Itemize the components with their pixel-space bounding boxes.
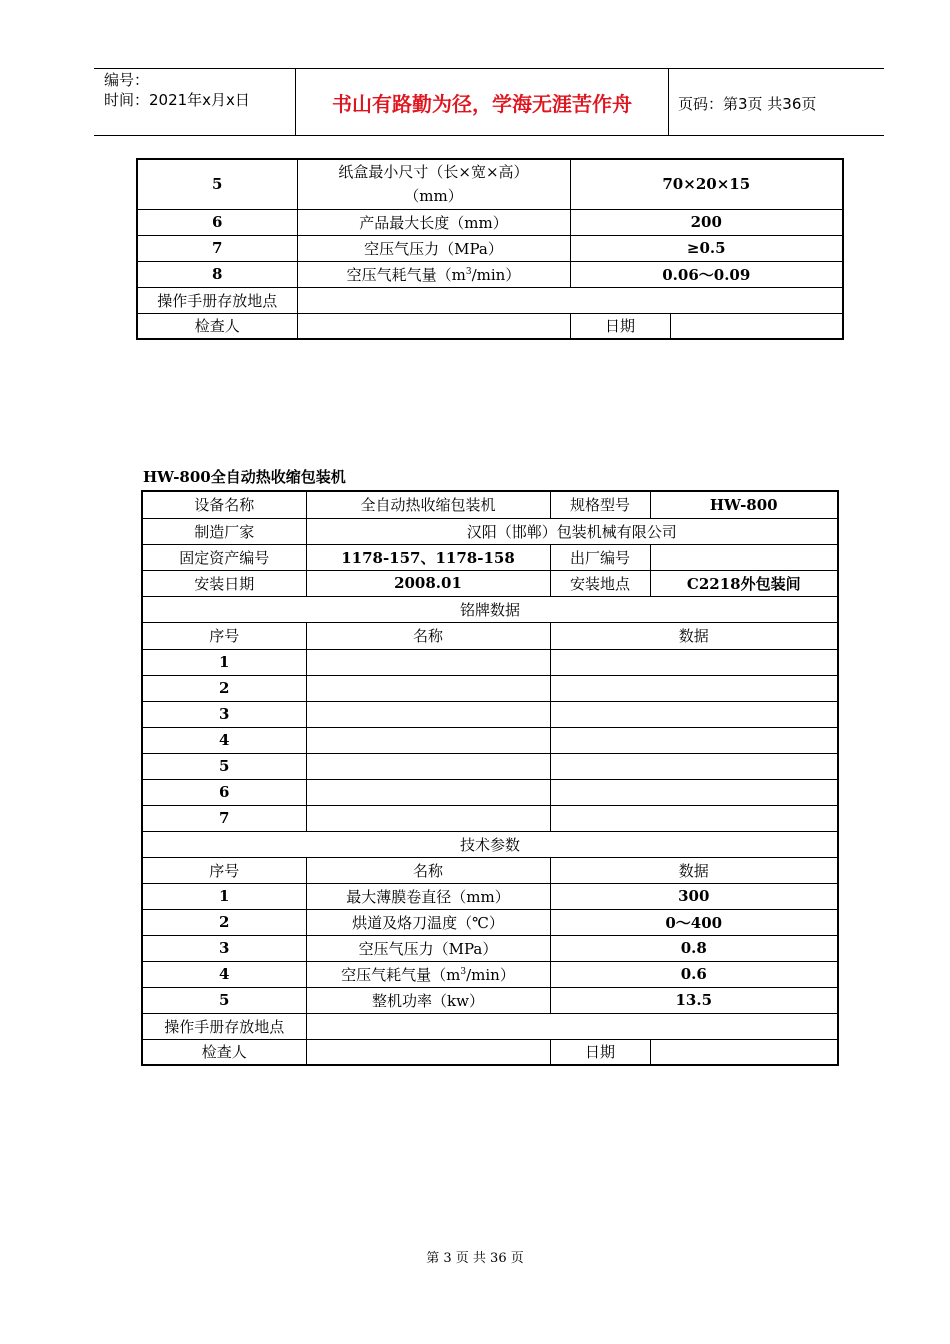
parameter-value: 13.5	[550, 987, 838, 1013]
header-page-info: 页码：第3页 共36页	[678, 95, 817, 113]
table-row	[142, 701, 838, 727]
parameter-name: 最大薄膜卷直径（mm）	[306, 883, 550, 909]
spec-table-continued	[136, 158, 844, 340]
asset-no-value: 1178-157、1178-158	[306, 544, 550, 570]
table-row	[142, 883, 838, 909]
manual-location-row	[137, 287, 843, 313]
table-row	[142, 909, 838, 935]
nameplate-section-title: 铭牌数据	[142, 596, 838, 622]
parameter-name-post: /min）	[471, 265, 521, 284]
asset-row	[142, 544, 838, 570]
row-number: 2	[142, 909, 306, 935]
table-row	[142, 649, 838, 675]
row-number: 3	[142, 701, 306, 727]
install-row	[142, 570, 838, 596]
parameter-name: 整机功率（kw）	[306, 987, 550, 1013]
inspector-value	[306, 1039, 550, 1065]
inspector-label: 检查人	[137, 313, 297, 339]
superscript: 3	[460, 966, 467, 977]
row-number: 5	[142, 753, 306, 779]
row-value	[550, 649, 838, 675]
date-value	[670, 313, 843, 339]
row-number: 1	[142, 883, 306, 909]
column-header-name: 名称	[306, 622, 550, 649]
manufacturer-label: 制造厂家	[142, 518, 306, 544]
table-row	[137, 235, 843, 261]
parameter-name-pre: 空压气耗气量（m	[346, 265, 466, 284]
date-value	[650, 1039, 838, 1065]
section-header-row	[142, 596, 838, 622]
install-date-label: 安装日期	[142, 570, 306, 596]
parameter-value: 300	[550, 883, 838, 909]
parameter-name-line1: 纸盒最小尺寸（长×宽×高）	[338, 163, 529, 182]
table-row	[137, 209, 843, 235]
install-place-value: C2218外包装间	[650, 570, 838, 596]
row-number: 3	[142, 935, 306, 961]
table-row	[142, 961, 838, 987]
row-name	[306, 805, 550, 831]
table-row	[137, 261, 843, 287]
row-number: 4	[142, 961, 306, 987]
parameter-name: 空压气压力（MPa）	[297, 235, 570, 261]
manual-location-value	[306, 1013, 838, 1039]
table-row	[142, 779, 838, 805]
parameter-name: 空压气压力（MPa）	[306, 935, 550, 961]
column-header-row	[142, 622, 838, 649]
device-name-value: 全自动热收缩包装机	[306, 491, 550, 518]
row-number: 5	[142, 987, 306, 1013]
manual-location-value	[297, 287, 843, 313]
row-number: 2	[142, 675, 306, 701]
document-number-label: 编号：	[104, 71, 150, 89]
parameter-value: ≥0.5	[570, 235, 843, 261]
table-row	[142, 727, 838, 753]
row-name	[306, 649, 550, 675]
inspector-label: 检查人	[142, 1039, 306, 1065]
row-number: 6	[137, 209, 297, 235]
install-date-value: 2008.01	[306, 570, 550, 596]
manual-location-label: 操作手册存放地点	[137, 287, 297, 313]
table-row	[142, 753, 838, 779]
manufacturer-value: 汉阳（邯郸）包装机械有限公司	[306, 518, 838, 544]
table-row	[142, 805, 838, 831]
row-name	[306, 727, 550, 753]
inspector-row	[142, 1039, 838, 1065]
header-divider-right	[668, 69, 669, 136]
header-bottom-rule	[94, 135, 884, 136]
parameter-name: 烘道及烙刀温度（℃）	[306, 909, 550, 935]
section-header-row	[142, 831, 838, 857]
parameter-name	[297, 159, 570, 209]
row-number: 7	[137, 235, 297, 261]
row-name	[306, 675, 550, 701]
page-footer: 第 3 页 共 36 页	[426, 1251, 524, 1266]
column-header-no: 序号	[142, 857, 306, 883]
table-row	[137, 159, 843, 209]
row-value	[550, 805, 838, 831]
column-header-row	[142, 857, 838, 883]
row-name	[306, 701, 550, 727]
parameter-name	[297, 261, 570, 287]
table-row	[142, 675, 838, 701]
column-header-name: 名称	[306, 857, 550, 883]
factory-no-label: 出厂编号	[550, 544, 650, 570]
parameter-name-line2: （mm）	[404, 187, 463, 206]
tech-section-title: 技术参数	[142, 831, 838, 857]
row-value	[550, 727, 838, 753]
row-value	[550, 753, 838, 779]
row-name	[306, 779, 550, 805]
table-row	[142, 935, 838, 961]
row-value	[550, 779, 838, 805]
superscript: 3	[465, 266, 472, 277]
column-header-value: 数据	[550, 857, 838, 883]
model-label: 规格型号	[550, 491, 650, 518]
header-top-rule	[94, 68, 884, 69]
row-name	[306, 753, 550, 779]
header-meta	[104, 70, 250, 110]
parameter-value: 70×20×15	[570, 159, 843, 209]
date-label: 日期	[550, 1039, 650, 1065]
table-caption: HW-800全自动热收缩包装机	[143, 468, 346, 486]
parameter-value: 0.6	[550, 961, 838, 987]
date-label: 日期	[570, 313, 670, 339]
inspector-value	[297, 313, 570, 339]
parameter-value: 200	[570, 209, 843, 235]
row-number: 6	[142, 779, 306, 805]
column-header-no: 序号	[142, 622, 306, 649]
manual-location-label: 操作手册存放地点	[142, 1013, 306, 1039]
parameter-value: 0.8	[550, 935, 838, 961]
row-value	[550, 675, 838, 701]
asset-no-label: 固定资产编号	[142, 544, 306, 570]
row-number: 4	[142, 727, 306, 753]
parameter-value: 0～400	[550, 909, 838, 935]
inspector-row	[137, 313, 843, 339]
row-number: 1	[142, 649, 306, 675]
row-number: 7	[142, 805, 306, 831]
document-time-label: 时间：2021年x月x日	[104, 91, 250, 109]
parameter-name	[306, 961, 550, 987]
factory-no-value	[650, 544, 838, 570]
table-row	[142, 987, 838, 1013]
column-header-value: 数据	[550, 622, 838, 649]
row-value	[550, 701, 838, 727]
manufacturer-row	[142, 518, 838, 544]
parameter-value: 0.06～0.09	[570, 261, 843, 287]
parameter-name-post: /min）	[466, 965, 515, 984]
device-name-row	[142, 491, 838, 518]
equipment-table	[141, 490, 839, 1066]
parameter-name: 产品最大长度（mm）	[297, 209, 570, 235]
model-value: HW-800	[650, 491, 838, 518]
row-number: 8	[137, 261, 297, 287]
manual-location-row	[142, 1013, 838, 1039]
install-place-label: 安装地点	[550, 570, 650, 596]
row-number: 5	[137, 159, 297, 209]
device-name-label: 设备名称	[142, 491, 306, 518]
header-motto: 书山有路勤为径，学海无涯苦作舟	[332, 92, 632, 116]
parameter-name-pre: 空压气耗气量（m	[341, 965, 461, 984]
